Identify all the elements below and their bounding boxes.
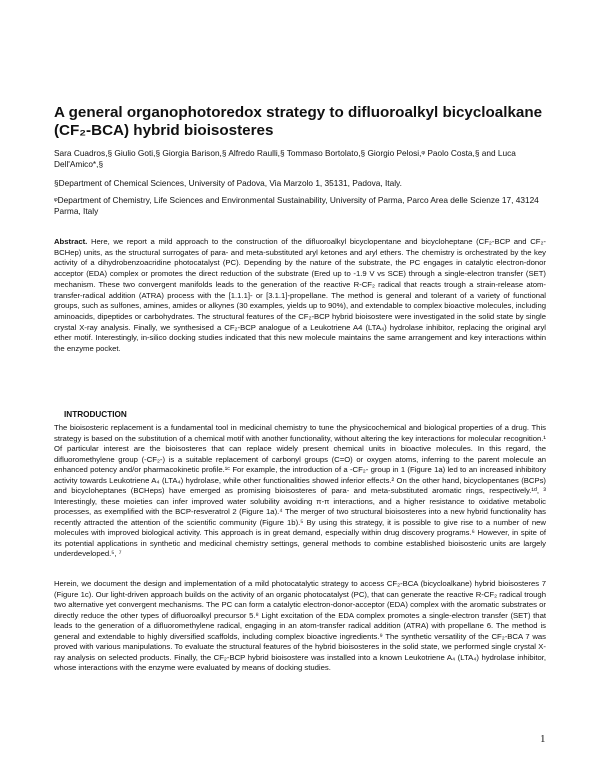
abstract-label: Abstract. [54,237,88,246]
intro-paragraph-2: Herein, we document the design and implementation of a mild photocatalytic strategy to access CF₂-BCA (bicycloalkane) hybrid bioisosteres 7 (Figure 1c). Our light-driven approach builds on the activity of an organic photocatalyst (PC), that can generate the reactive R-CF₂ radical trough two alternative yet convergent mechanisms. The PC can form a catalytic electron-donor-acceptor (EDA) complex with the aromatic substrates or directly reduce the other types of difluoroalkyl precursor 5.⁸ Light excitation of the EDA complex promotes a single-electron transfer (SET) that leads to the generation of a difluoromethylene radical, engaging in an atom-transfer radical addition (ATRA) with propellane 6. The method is general and extendable to highly diversified scaffolds, including complex bioactive ingredients.⁹ The synthetic versatility of the CF₂-BCA 7 was proved with various manipulations. To evaluate the structural features of the hybrid bioisosteres in the solid state, we performed single crystal X-ray analysis on selected products. Finally, the CF₂-BCP hybrid bioisostere was installed into a known Leukotriene A₄ (LTA₄) hydrolase inhibitor, whose interactions with the enzyme were evaluated by means of docking studies. [54,579,546,672]
section-heading-introduction: INTRODUCTION [64,410,127,419]
paper-title: A general organophotoredox strategy to difluoroalkyl bicycloalkane (CF₂-BCA) hybrid bioisosteres [54,104,543,139]
page-number: 1 [540,733,546,745]
intro-paragraph-1: The bioisosteric replacement is a fundamental tool in medicinal chemistry to tune the physicochemical and biological properties of a drug. This strategy is based on the substitution of a chemical motif with another functionality, without altering the key interactions for molecular recognition.¹ Of particular interest are the bioisosteres that can replace widely present chemical units in bioactive molecules. In this regard, the difluoromethylene group (-CF₂-) is a suitable replacement of carbonyl groups (C=O) or oxygen atoms, inferring to the parent molecule an enhanced potency and/or pharmacokinetic profile.¹ᶜ For example, the introduction of a -CF₂- group in 1 (Figure 1a) led to an increased inhibitory activity towards Leukotriene A₄ (LTA₄) hydrolase, while other functionalities showed inferior effects.² On the other hand, bicyclopentanes (BCPs) and bicycloheptanes (BCHeps) have emerged as promising bioisosteres of para- and meta-substituted aromatic rings, respectively.¹ᵈ, ³ Interestingly, these moieties can infer improved water solubility avoiding π-π interactions, and a higher resistance to oxidative metabolic processes, as exemplified with the BCP-resveratrol 2 (Figure 1a).⁴ The merger of two structural bioisosteres into a new hybrid functionality has recently attracted the attention of the scientific community (Figure 1b).⁵ By using this strategy, it is possible to give rise to a number of new molecules with improved biological activity. This approach is in great demand, especially within drug discovery programs.⁶ However, in spite of its potential applications in synthetic and medicinal chemistry settings, general methods to combine established bioisosteric units are largely underdeveloped.⁵, ⁷ [54,423,546,558]
abstract [54,237,546,355]
author-list: Sara Cuadros,§ Giulio Goti,§ Giorgia Barison,§ Alfredo Raulli,§ Tommaso Bortolato,§ Giorgio Pelosi,ᵠ Paolo Costa,§ and Luca Dell'Amico*,§ [54,148,516,169]
affiliation-padova: §Department of Chemical Sciences, University of Padova, Via Marzolo 1, 35131, Padova, Italy. [54,178,402,188]
affiliation-parma: ᵠDepartment of Chemistry, Life Sciences and Environmental Sustainability, University of Parma, Parco Area delle Scienze 17, 43124 Parma, Italy [54,195,539,216]
abstract-text: Here, we report a mild approach to the construction of the difluoroalkyl bicyclopentane and bicycloheptane (CF₂-BCP and CF₂-BCHep) units, as the structural surrogates of para- and meta-substituted aryl ketones and aryl ethers. The chemistry is orchestrated by the key activity of a dihydrobenzoacridine photocatalyst (PC). Depending by the nature of the substrate, the PC engages in catalytic electron-donor acceptor (EDA) complex or promotes the direct reduction of the substrate (Ered up to -1.9 V vs SCE) through a single-electron transfer (SET) mechanism. These two convergent manifolds leads to the generation of the reactive R-CF₂ radical that reacts trough a strain-release atom-transfer-radical addition (ATRA) process with the [1.1.1]- or [3.1.1]-propellane. The method is general and tolerant of a variety of functional groups, such as sulfones, amines, amides or alkynes (30 examples, yields up to 90%), and extendable to complex bioactive molecules, including aminoacids, dipeptides or carbohydrates. The structural features of the CF₂-BCP hybrid bioisostere were investigated in the solid state by single crystal X-ray analysis. Finally, we synthesised a CF₂-BCP analogue of a Leukotriene A4 (LTA₄) hydrolase inhibitor, replacing the original aryl ether motif. Interestingly, in-silico docking studies indicated that this new molecule maintains the same arrangement and key interactions within the enzyme pocket. [54,237,546,354]
